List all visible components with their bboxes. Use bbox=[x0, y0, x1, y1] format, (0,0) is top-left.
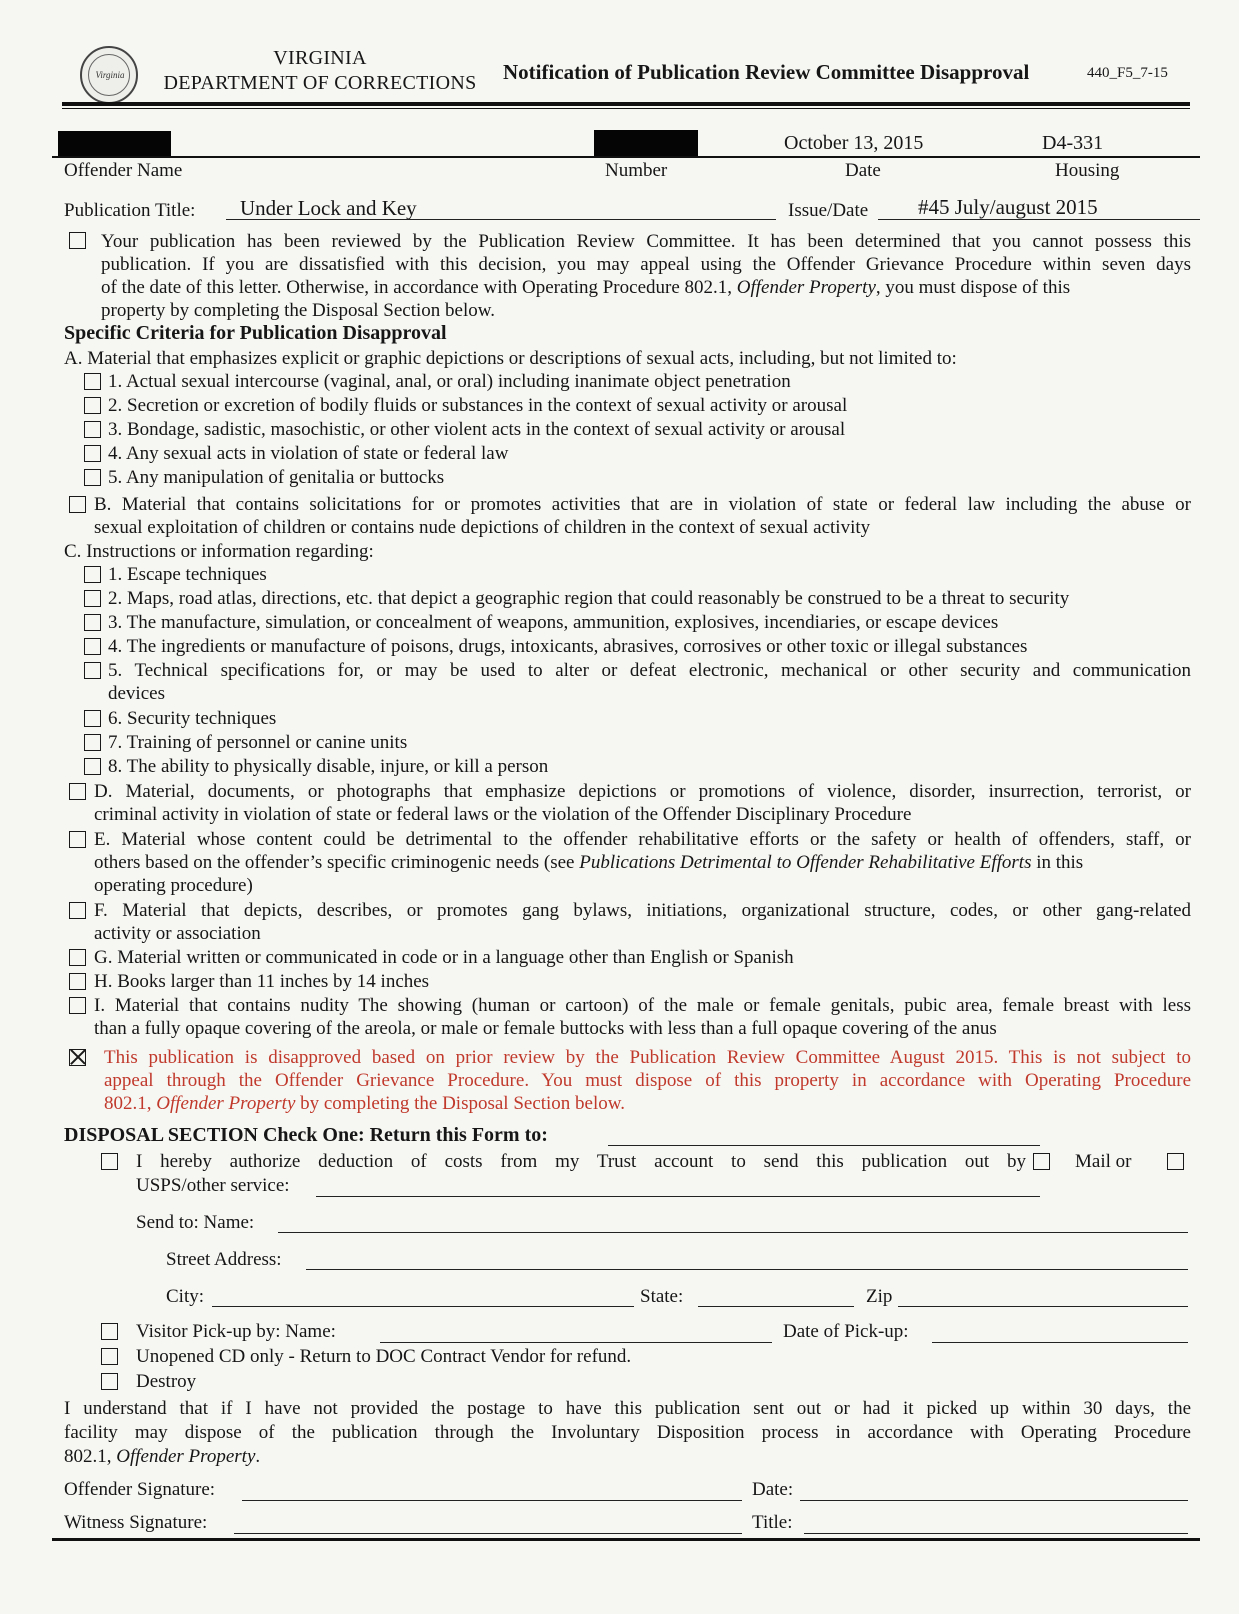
criteria-c1-label: 1. Escape techniques bbox=[108, 564, 267, 585]
criteria-a1-label: 1. Actual sexual intercourse (vaginal, anal, or oral) including inanimate object penetration bbox=[108, 371, 791, 392]
street-address-line[interactable] bbox=[306, 1269, 1188, 1270]
prior-review-line-3c: by completing the Disposal Section below. bbox=[295, 1093, 626, 1114]
criteria-b-line-2: sexual exploitation of children or contains nude depictions of children in the context of sexual activity bbox=[94, 517, 871, 538]
unopened-cd-label: Unopened CD only - Return to DOC Contract Vendor for refund. bbox=[136, 1346, 632, 1367]
offender-name-label: Offender Name bbox=[64, 160, 183, 181]
criteria-f-checkbox[interactable] bbox=[69, 902, 86, 919]
issue-date-value[interactable]: #45 July/august 2015 bbox=[918, 195, 1098, 219]
criteria-c8-checkbox[interactable] bbox=[84, 758, 101, 775]
intro-line-4: property by completing the Disposal Section below. bbox=[101, 300, 495, 321]
seal-text: Virginia bbox=[95, 70, 125, 80]
criteria-d-checkbox[interactable] bbox=[69, 783, 86, 800]
destroy-checkbox[interactable] bbox=[101, 1373, 118, 1390]
state-line[interactable] bbox=[698, 1306, 854, 1307]
issue-date-line bbox=[878, 219, 1200, 220]
criteria-a4-label: 4. Any sexual acts in violation of state or federal law bbox=[108, 443, 509, 464]
offender-signature-label: Offender Signature: bbox=[64, 1479, 216, 1500]
criteria-e-line-2a: others based on the offender’s specific criminogenic needs (see bbox=[94, 852, 580, 873]
unopened-cd-checkbox[interactable] bbox=[101, 1348, 118, 1365]
criteria-e-line-2c: in this bbox=[1031, 852, 1084, 873]
form-title: Notification of Publication Review Committee Disapproval bbox=[503, 60, 1030, 84]
header-thick-rule bbox=[62, 102, 1190, 106]
city-line[interactable] bbox=[212, 1306, 634, 1307]
criteria-h-label: H. Books larger than 11 inches by 14 inches bbox=[94, 971, 430, 992]
visitor-pickup-checkbox[interactable] bbox=[101, 1323, 118, 1340]
criteria-a2-checkbox[interactable] bbox=[84, 397, 101, 414]
intro-line-2: publication. If you are dissatisfied with this decision, you may appeal using the Offender Grievance Procedure within seven days bbox=[101, 254, 1191, 275]
criteria-c8-label: 8. The ability to physically disable, injure, or kill a person bbox=[108, 756, 549, 777]
criteria-d-line-1: D. Material, documents, or photographs that emphasize depictions or promotions of violence, disorder, insurrection, terrorist, or bbox=[94, 781, 1191, 802]
authorize-line-1: I hereby authorize deduction of costs from my Trust account to send this publication out by bbox=[136, 1151, 1026, 1172]
criteria-e-line-2 bbox=[94, 851, 1083, 874]
issue-date-label: Issue/Date bbox=[788, 200, 869, 221]
form-number: 440_F5_7-15 bbox=[1087, 65, 1168, 81]
date-of-pickup-line[interactable] bbox=[932, 1342, 1188, 1343]
understand-line-3 bbox=[64, 1445, 260, 1468]
criteria-b-line-1: B. Material that contains solicitations for or promotes activities that are in violation of state or federal law including the abuse or bbox=[94, 494, 1191, 515]
publication-title-value[interactable]: Under Lock and Key bbox=[240, 196, 417, 220]
offender-number-label: Number bbox=[605, 160, 668, 181]
street-address-label: Street Address: bbox=[166, 1249, 282, 1270]
criteria-a5-label: 5. Any manipulation of genitalia or buttocks bbox=[108, 467, 445, 488]
criteria-a3-checkbox[interactable] bbox=[84, 421, 101, 438]
criteria-a5-checkbox[interactable] bbox=[84, 469, 101, 486]
virginia-seal-logo bbox=[80, 46, 138, 104]
intro-line-3 bbox=[101, 276, 1191, 299]
criteria-a-heading: A. Material that emphasizes explicit or graphic depictions or descriptions of sexual acts, including, but not limited to: bbox=[64, 348, 957, 369]
criteria-g-checkbox[interactable] bbox=[69, 949, 86, 966]
usps-checkbox[interactable] bbox=[1167, 1153, 1184, 1170]
criteria-c7-label: 7. Training of personnel or canine units bbox=[108, 732, 408, 753]
witness-signature-label: Witness Signature: bbox=[64, 1512, 208, 1533]
understand-line-3-italic: Offender Property bbox=[116, 1446, 256, 1467]
prior-review-line-3-italic: Offender Property bbox=[156, 1093, 296, 1114]
offender-row-rule bbox=[52, 156, 1200, 158]
prior-review-line-2: appeal through the Offender Grievance Procedure. You must dispose of this property in accordance with Operating Procedure bbox=[104, 1070, 1191, 1091]
zip-line[interactable] bbox=[898, 1306, 1188, 1307]
criteria-c5-checkbox[interactable] bbox=[84, 662, 101, 679]
criteria-c7-checkbox[interactable] bbox=[84, 734, 101, 751]
criteria-c5-label: 5. Technical specifications for, or may be used to alter or defeat electronic, mechanical or other security and communication bbox=[108, 660, 1191, 681]
witness-signature-line[interactable] bbox=[234, 1533, 742, 1534]
criteria-e-checkbox[interactable] bbox=[69, 831, 86, 848]
agency-name bbox=[160, 46, 480, 96]
state-label: State: bbox=[640, 1286, 684, 1307]
prior-review-checkbox[interactable] bbox=[69, 1049, 86, 1066]
criteria-g-label: G. Material written or communicated in code or in a language other than English or Spanish bbox=[94, 947, 794, 968]
authorize-checkbox[interactable] bbox=[101, 1153, 118, 1170]
return-to-line[interactable] bbox=[608, 1145, 1040, 1146]
redacted-offender-number bbox=[594, 130, 698, 157]
visitor-pickup-label: Visitor Pick-up by: Name: bbox=[136, 1321, 336, 1342]
header-thin-rule bbox=[62, 108, 1190, 109]
city-label: City: bbox=[166, 1286, 205, 1307]
mail-or-label: Mail or bbox=[1075, 1151, 1132, 1172]
publication-title-line bbox=[226, 219, 776, 220]
criteria-i-line-1: I. Material that contains nudity The showing (human or cartoon) of the male or female genitals, pubic area, female breast with less bbox=[94, 995, 1191, 1016]
offender-sig-date-label: Date: bbox=[752, 1479, 794, 1500]
criteria-h-checkbox[interactable] bbox=[69, 973, 86, 990]
send-to-name-line[interactable] bbox=[278, 1232, 1188, 1233]
criteria-e-line-2-italic: Publications Detrimental to Offender Rehabilitative Efforts bbox=[579, 852, 1032, 873]
disposal-heading: DISPOSAL SECTION Check One: Return this Form to: bbox=[64, 1124, 548, 1146]
zip-label: Zip bbox=[866, 1286, 893, 1307]
prior-review-line-3a: 802.1, bbox=[104, 1093, 157, 1114]
criteria-c6-label: 6. Security techniques bbox=[108, 708, 277, 729]
understand-line-1: I understand that if I have not provided the postage to have this publication sent out or had it picked up within 30 days, the bbox=[64, 1398, 1191, 1419]
seal-inner-ring bbox=[88, 54, 130, 96]
criteria-c-heading: C. Instructions or information regarding: bbox=[64, 541, 374, 562]
criteria-a2-label: 2. Secretion or excretion of bodily fluids or substances in the context of sexual activity or arousal bbox=[108, 395, 848, 416]
offender-date-value: October 13, 2015 bbox=[784, 132, 924, 154]
offender-housing-label: Housing bbox=[1055, 160, 1120, 181]
publication-title-label: Publication Title: bbox=[64, 200, 196, 221]
criteria-e-line-3: operating procedure) bbox=[94, 875, 253, 896]
criteria-c2-checkbox[interactable] bbox=[84, 590, 101, 607]
footer-thick-rule bbox=[52, 1538, 1200, 1541]
criteria-a1-checkbox[interactable] bbox=[84, 373, 101, 390]
criteria-a4-checkbox[interactable] bbox=[84, 445, 101, 462]
criteria-f-line-1: F. Material that depicts, describes, or promotes gang bylaws, initiations, organizational structure, codes, or other gang-related bbox=[94, 900, 1191, 921]
intro-line-1: Your publication has been reviewed by the Publication Review Committee. It has been determined that you cannot possess this bbox=[101, 231, 1191, 252]
witness-title-label: Title: bbox=[752, 1512, 793, 1533]
criteria-a3-label: 3. Bondage, sadistic, masochistic, or other violent acts in the context of sexual activity or arousal bbox=[108, 419, 846, 440]
understand-line-3a: 802.1, bbox=[64, 1446, 117, 1467]
criteria-c2-label: 2. Maps, road atlas, directions, etc. that depict a geographic region that could reasonably be construed to be a threat to security bbox=[108, 588, 1070, 609]
prior-review-line-1: This publication is disapproved based on prior review by the Publication Review Committee August 2015. This is not subject to bbox=[104, 1047, 1191, 1068]
criteria-e-line-1: E. Material whose content could be detrimental to the offender rehabilitative efforts or the safety or health of offenders, staff, or bbox=[94, 829, 1191, 850]
usps-service-line[interactable] bbox=[316, 1196, 1040, 1197]
agency-line-1: VIRGINIA bbox=[273, 47, 367, 69]
redacted-offender-name bbox=[58, 131, 171, 156]
destroy-label: Destroy bbox=[136, 1371, 197, 1392]
intro-line-3c: , you must dispose of this bbox=[875, 277, 1071, 298]
offender-date-label: Date bbox=[845, 160, 881, 181]
offender-signature-line[interactable] bbox=[242, 1500, 742, 1501]
prior-review-line-3 bbox=[104, 1092, 625, 1115]
authorize-line-2: USPS/other service: bbox=[136, 1175, 290, 1196]
date-of-pickup-label: Date of Pick-up: bbox=[783, 1321, 909, 1342]
offender-housing-value: D4-331 bbox=[1042, 132, 1104, 154]
criteria-f-line-2: activity or association bbox=[94, 923, 261, 944]
criteria-c6-checkbox[interactable] bbox=[84, 710, 101, 727]
witness-title-line[interactable] bbox=[804, 1533, 1188, 1534]
criteria-c5-label-2: devices bbox=[108, 683, 165, 704]
understand-line-2: facility may dispose of the publication through the Involuntary Disposition process in accordance with Operating Procedure bbox=[64, 1422, 1191, 1443]
criteria-i-checkbox[interactable] bbox=[69, 997, 86, 1014]
intro-line-3a: of the date of this letter. Otherwise, in accordance with Operating Procedure 802.1, bbox=[101, 277, 737, 298]
criteria-d-line-2: criminal activity in violation of state or federal laws or the violation of the Offender Disciplinary Procedure bbox=[94, 804, 912, 825]
visitor-name-line[interactable] bbox=[380, 1342, 772, 1343]
offender-sig-date-line[interactable] bbox=[800, 1500, 1188, 1501]
criteria-b-checkbox[interactable] bbox=[69, 496, 86, 513]
send-to-name-label: Send to: Name: bbox=[136, 1212, 255, 1233]
criteria-c1-checkbox[interactable] bbox=[84, 566, 101, 583]
intro-checkbox[interactable] bbox=[69, 232, 86, 249]
criteria-c3-label: 3. The manufacture, simulation, or concealment of weapons, ammunition, explosives, incendiaries, or escape devices bbox=[108, 612, 999, 633]
criteria-c4-checkbox[interactable] bbox=[84, 638, 101, 655]
criteria-c3-checkbox[interactable] bbox=[84, 614, 101, 631]
intro-line-3-italic: Offender Property bbox=[736, 277, 876, 298]
agency-line-2: DEPARTMENT OF CORRECTIONS bbox=[163, 72, 477, 94]
criteria-i-line-2: than a fully opaque covering of the areola, or male or female buttocks with less than a full opaque covering of the anus bbox=[94, 1018, 997, 1039]
criteria-c4-label: 4. The ingredients or manufacture of poisons, drugs, intoxicants, abrasives, corrosives or other toxic or illegal substances bbox=[108, 636, 1028, 657]
criteria-heading: Specific Criteria for Publication Disapproval bbox=[64, 322, 447, 344]
mail-checkbox[interactable] bbox=[1033, 1153, 1050, 1170]
understand-line-3c: . bbox=[255, 1446, 261, 1467]
